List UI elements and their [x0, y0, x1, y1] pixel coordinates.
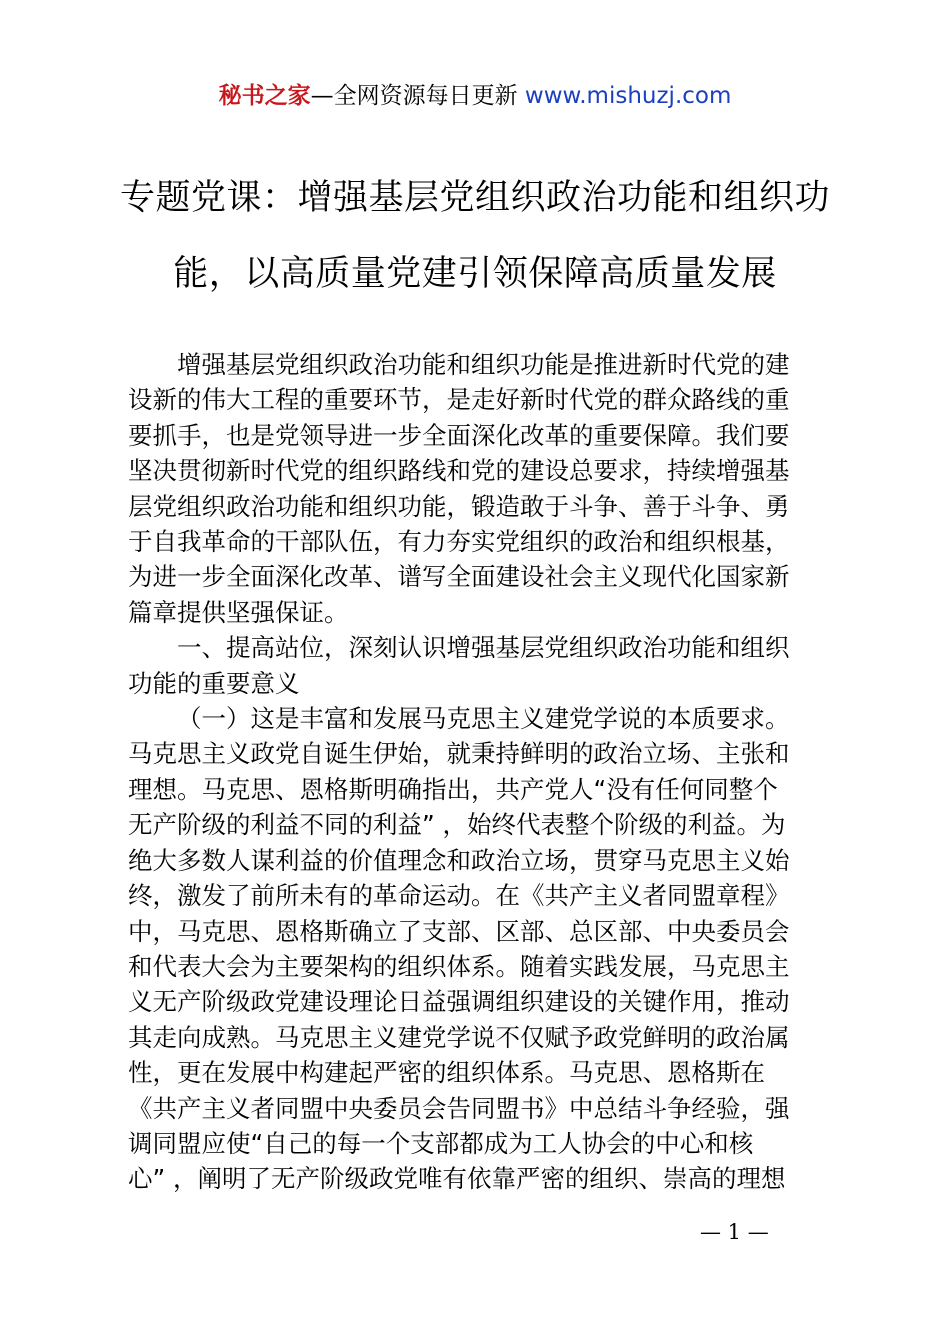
body-line: 性，更在发展中构建起严密的组织体系。马克思、恩格斯在	[128, 1058, 765, 1088]
body-line: （一）这是丰富和发展马克思主义建党学说的本质要求。	[177, 704, 790, 734]
body-line: 和代表大会为主要架构的组织体系。随着实践发展，马克思主	[128, 951, 790, 981]
body-line: 《共产主义者同盟中央委员会告同盟书》中总结斗争经验，强	[128, 1093, 790, 1123]
site-banner	[0, 80, 950, 112]
title-line-2: 能，以高质量党建引领保障高质量发展	[173, 254, 777, 294]
body-line: 层党组织政治功能和组织功能，锻造敢于斗争、善于斗争、勇	[128, 491, 790, 521]
document-body	[128, 347, 838, 1197]
body-line: 坚决贯彻新时代党的组织路线和党的建设总要求，持续增强基	[128, 456, 790, 486]
banner-tagline: —全网资源每日更新	[310, 83, 525, 109]
body-line: 绝大多数人谋利益的价值理念和政治立场，贯穿马克思主义始	[128, 845, 790, 875]
body-line: 其走向成熟。马克思主义建党学说不仅赋予政党鲜明的政治属	[128, 1022, 790, 1052]
body-line: 理想。马克思、恩格斯明确指出，共产党人“没有任何同整个	[128, 774, 778, 804]
body-line: 终，激发了前所未有的革命运动。在《共产主义者同盟章程》	[128, 881, 790, 911]
body-line: 调同盟应使“自己的每一个支部都成为工人协会的中心和核	[128, 1128, 754, 1158]
body-line: 增强基层党组织政治功能和组织功能是推进新时代党的建	[177, 350, 790, 379]
body-line: 中，马克思、恩格斯确立了支部、区部、总区部、中央委员会	[128, 916, 790, 946]
body-line: 马克思主义政党自诞生伊始，就秉持鲜明的政治立场、主张和	[128, 739, 790, 769]
section-heading-line: 一、提高站位，深刻认识增强基层党组织政治功能和组织	[177, 633, 790, 663]
banner-brand: 秘书之家	[218, 83, 311, 109]
body-line: 心” ，阐明了无产阶级政党唯有依靠严密的组织、崇高的理想	[128, 1164, 786, 1194]
body-line: 篇章提供坚强保证。	[128, 597, 349, 627]
title-line-1: 专题党课：增强基层党组织政治功能和组织功	[120, 178, 831, 218]
page-number: — 1 —	[700, 1220, 769, 1244]
body-line: 无产阶级的利益不同的利益” ，始终代表整个阶级的利益。为	[128, 810, 786, 840]
section-heading-line: 功能的重要意义	[128, 668, 300, 698]
body-line: 于自我革命的干部队伍，有力夯实党组织的政治和组织根基，	[128, 527, 790, 557]
document-title	[120, 160, 830, 312]
body-line: 义无产阶级政党建设理论日益强调组织建设的关键作用，推动	[128, 987, 790, 1017]
body-line: 为进一步全面深化改革、谱写全面建设社会主义现代化国家新	[128, 562, 790, 592]
body-line: 设新的伟大工程的重要环节，是走好新时代党的群众路线的重	[128, 385, 790, 415]
body-line: 要抓手，也是党领导进一步全面深化改革的重要保障。我们要	[128, 420, 790, 450]
banner-url[interactable]: www.mishuzj.com	[524, 83, 732, 109]
